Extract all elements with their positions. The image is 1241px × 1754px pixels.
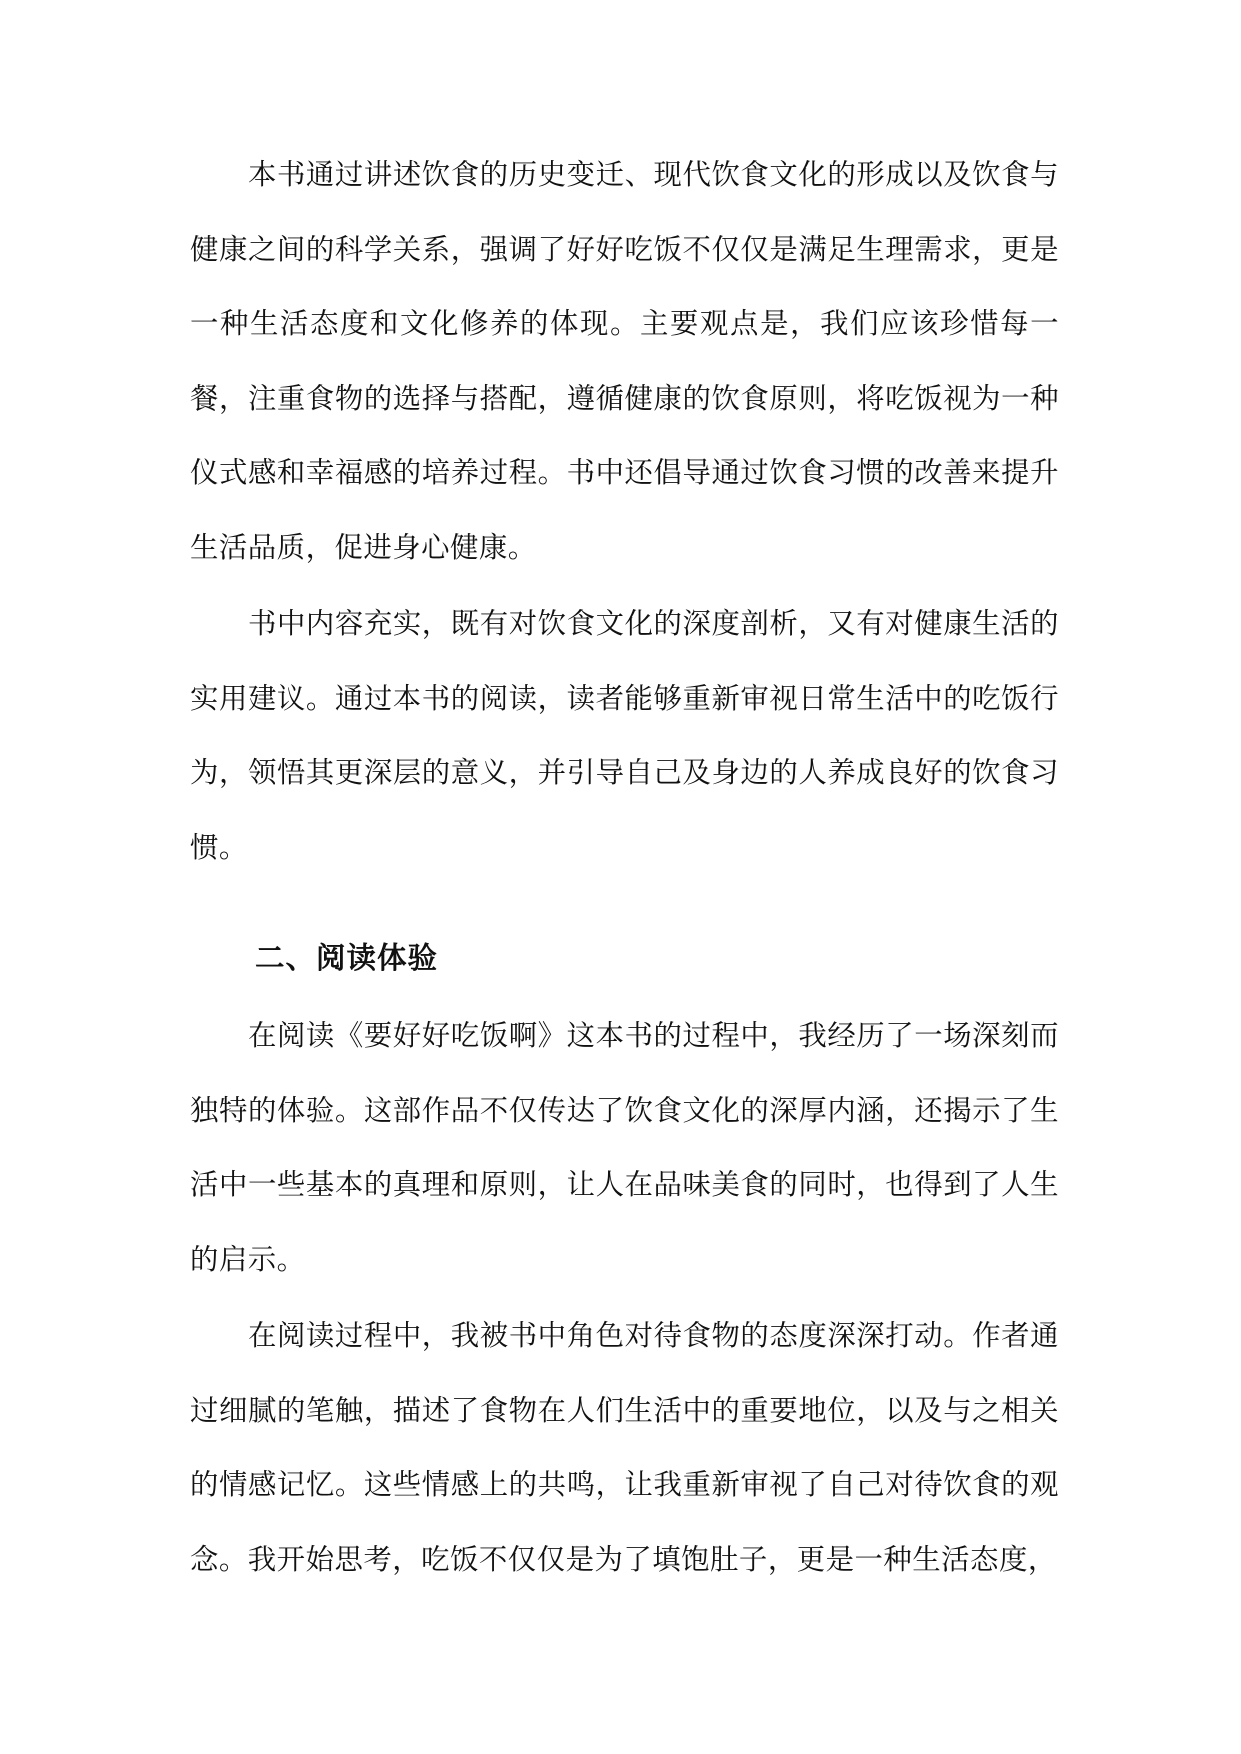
paragraph-book-content: 书中内容充实，既有对饮食文化的深度剖析，又有对健康生活的实用建议。通过本书的阅读，读者能够重新审视日常生活中的吃饭行为，领悟其更深层的意义，并引导自己及身边的人养成良好的饮食习惯。: [190, 607, 1059, 864]
section-heading-reading-experience: 二、阅读体验: [255, 941, 439, 975]
body-text: [190, 138, 1059, 1597]
paragraph-reading-experience: 在阅读《要好好吃饭啊》这本书的过程中，我经历了一场深刻而独特的体验。这部作品不仅传达了饮食文化的深厚内涵，还揭示了生活中一些基本的真理和原则，让人在品味美食的同时，也得到了人生的启示。: [190, 1019, 1059, 1276]
paragraph-book-summary: 本书通过讲述饮食的历史变迁、现代饮食文化的形成以及饮食与健康之间的科学关系，强调了好好吃饭不仅仅是满足生理需求，更是一种生活态度和文化修养的体现。主要观点是，我们应该珍惜每一餐，注重食物的选择与搭配，遵循健康的饮食原则，将吃饭视为一种仪式感和幸福感的培养过程。书中还倡导通过饮食习惯的改善来提升生活品质，促进身心健康。: [190, 158, 1059, 564]
paragraph-reading-process: 在阅读过程中，我被书中角色对待食物的态度深深打动。作者通过细腻的笔触，描述了食物在人们生活中的重要地位，以及与之相关的情感记忆。这些情感上的共鸣，让我重新审视了自己对待饮食的观念。我开始思考，吃饭不仅仅是为了填饱肚子，更是一种生活态度，: [190, 1319, 1059, 1576]
